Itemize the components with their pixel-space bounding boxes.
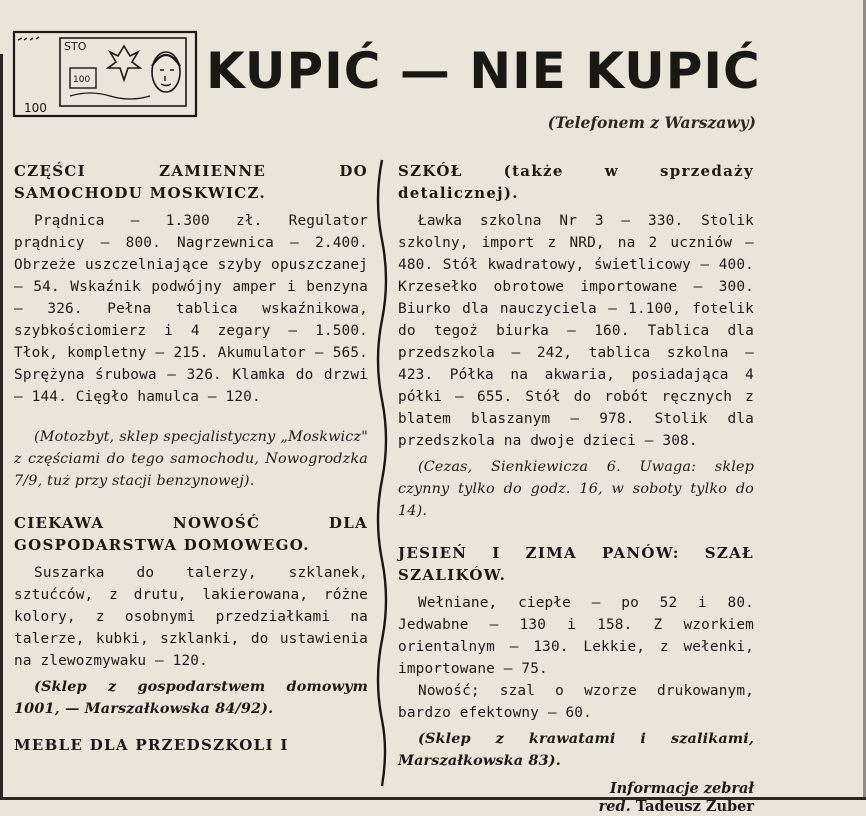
section-heading-schools: SZKÓŁ (także w sprzedaży detalicznej). (398, 162, 754, 202)
section-source-car-parts: (Motozbyt, sklep specjalistyczny „Moskwicz" z częściami do tego samochodu, Nowogrodzka 7/9, tuż przy stacji benzynowej). (14, 429, 368, 489)
section-source-scarves: (Sklep z krawatami i szalikami, Marszałkowska 83). (398, 730, 754, 769)
right-column (398, 160, 754, 815)
signature-name: Tadeusz Zuber (635, 798, 754, 815)
sketch-logo-icon (10, 26, 200, 120)
svg-text:STO: STO (64, 40, 87, 53)
section-body-scarves: Wełniane, ciepłe — po 52 i 80. Jedwabne — 130 i 158. Z wzorkiem orientalnym — 130. Lekkie, z wełenki, importowane — 75. (398, 595, 754, 677)
svg-text:100: 100 (73, 75, 91, 85)
section-heading-scarves: JESIEŃ I ZIMA PANÓW: SZAŁ SZALIKÓW. (398, 544, 754, 584)
section-body-scarves-novelty: Nowość; szal o wzorze drukowanym, bardzo efektowny — 60. (398, 683, 754, 721)
dateline: (Telefonem z Warszawy) (547, 113, 756, 132)
author-signature (398, 780, 754, 816)
left-column (14, 160, 368, 786)
svg-text:100: 100 (24, 101, 47, 115)
section-heading-car-parts: CZĘŚCI ZAMIENNE DO SAMOCHODU MOSKWICZ. (14, 162, 368, 202)
column-divider (364, 160, 394, 786)
section-source-schools: (Cezas, Sienkiewicza 6. Uwaga: sklep czynny tylko do godz. 16, w soboty tylko do 14). (398, 459, 754, 519)
section-body-household: Suszarka do talerzy, szklanek, sztućców, z drutu, lakierowana, różne kolory, z osobnymi przedziałkami na talerze, kubki, szklanki, do ustawienia na zlewozmywaku — 120. (14, 565, 368, 669)
section-body-schools: Ławka szkolna Nr 3 — 330. Stolik szkolny, import z NRD, na 2 uczniów — 480. Stół kwadratowy, świetlicowy — 400. Krzesełko obrotowe importowane — 300. Biurko dla nauczyciela — 1.100, fotelik do tegoż biurka — 160. Tablica dla przedszkola — 242, tablica szkolna — 423. Półka na akwaria, posiadająca 4 półki — 655. Stół do robót ręcznych z blatem blaszanym — 978. Stolik dla przedszkola na dwoje dzieci — 308. (398, 213, 754, 449)
page-headline: KUPIĆ — NIE KUPIĆ (206, 42, 761, 100)
signature-prefix: red. (598, 798, 631, 815)
section-heading-household: CIEKAWA NOWOŚĆ DLA GOSPODARSTWA DOMOWEGO. (14, 514, 368, 554)
section-heading-furniture: MEBLE DLA PRZEDSZKOLI I (14, 736, 289, 754)
page-border-left (0, 54, 3, 800)
signature-line: Informacje zebrał (609, 780, 754, 797)
section-source-household: (Sklep z gospodarstwem domowym 1001, — Marszałkowska 84/92). (14, 678, 368, 717)
section-body-car-parts: Prądnica — 1.300 zł. Regulator prądnicy — 800. Nagrzewnica — 2.400. Obrzeże uszczelniające szyby opuszczanej — 54. Wskaźnik podwójny amper i benzyna — 326. Pełna tablica wskaźnikowa, szybkościomierz i 4 zegary — 1.500. Tłok, kompletny — 215. Akumulator — 565. Sprężyna śrubowa — 326. Klamka do drzwi — 144. Cięgło hamulca — 120. (14, 213, 368, 405)
column-logo (10, 26, 200, 120)
signature-author (398, 798, 754, 816)
